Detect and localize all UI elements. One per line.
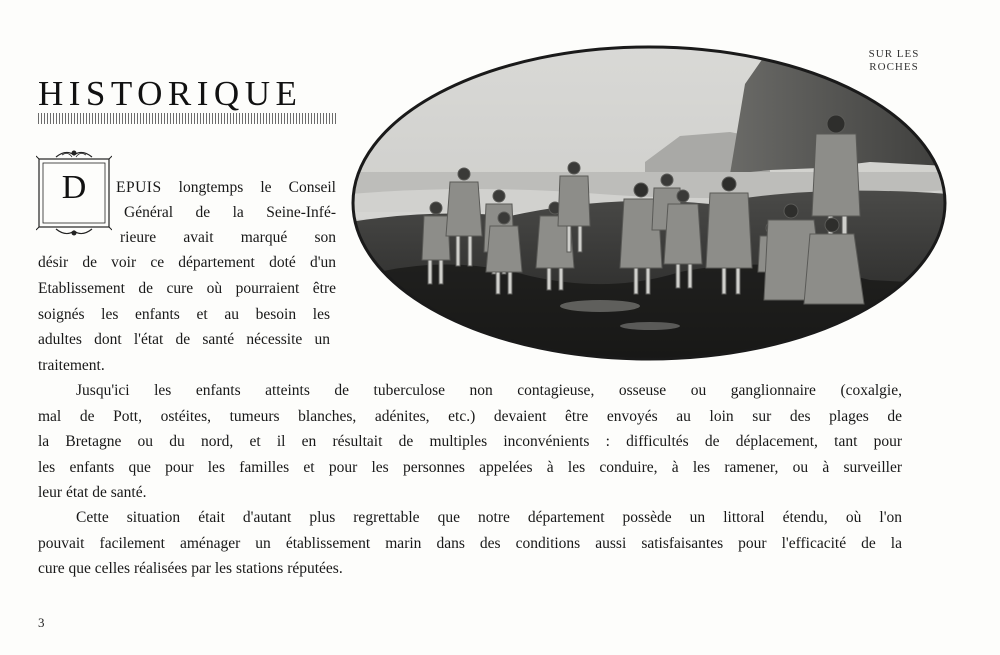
paragraph-2-line-3: la Bretagne ou du nord, et il en résultait de multiples inconvénients : difficultés de déplacement, tant pour bbox=[38, 433, 902, 450]
paragraph-3-line-3: cure que celles réalisées par les stations réputées. bbox=[38, 560, 343, 577]
photo-caption-line-1: SUR LES bbox=[868, 48, 920, 60]
paragraph-1-line-3: rieure avait marqué son bbox=[120, 229, 336, 246]
paragraph-1-line-2: Général de la Seine-Infé- bbox=[124, 204, 336, 221]
paragraph-3-line-2: pouvait facilement aménager un établissement marin dans des conditions aussi satisfaisantes pour l'efficacité de la bbox=[38, 535, 902, 552]
dropcap-letter: D bbox=[61, 169, 87, 206]
title-underline-rule bbox=[38, 113, 338, 124]
photo-caption-line-2: ROCHES bbox=[869, 61, 919, 73]
page-number: 3 bbox=[38, 615, 45, 630]
paragraph-1-line-5: Etablissement de cure où pourraient être bbox=[38, 280, 336, 297]
paragraph-2-line-5: leur état de santé. bbox=[38, 484, 147, 501]
paragraph-1-line-8: traitement. bbox=[38, 357, 105, 374]
paragraph-1-line-1 bbox=[116, 180, 336, 196]
page-title: HISTORIQUE bbox=[38, 74, 303, 113]
paragraph-1-line-6: soignés les enfants et au besoin les bbox=[38, 306, 330, 323]
paragraph-1-line-1-rest: longtemps le Conseil bbox=[161, 179, 336, 196]
paragraph-2-line-4: les enfants que pour les familles et pour les personnes appelées à les conduire, à les ramener, ou à surveiller bbox=[38, 459, 902, 476]
paragraph-3-line-1: Cette situation était d'autant plus regrettable que notre département possède un littoral étendu, où l'on bbox=[76, 509, 902, 526]
oval-photograph-children-on-rocks bbox=[350, 44, 948, 362]
paragraph-2-line-2: mal de Pott, ostéites, tumeurs blanches, adénites, etc.) devaient être envoyés au loin sur des plages de bbox=[38, 408, 902, 425]
paragraph-2-line-1: Jusqu'ici les enfants atteints de tuberculose non contagieuse, osseuse ou ganglionnaire (coxalgie, bbox=[76, 382, 902, 399]
paragraph-1-line-7: adultes dont l'état de santé nécessite un bbox=[38, 331, 330, 348]
paragraph-1-line-4: désir de voir ce département doté d'un bbox=[38, 254, 336, 271]
paragraph-1-lead-word: EPUIS bbox=[116, 179, 162, 196]
